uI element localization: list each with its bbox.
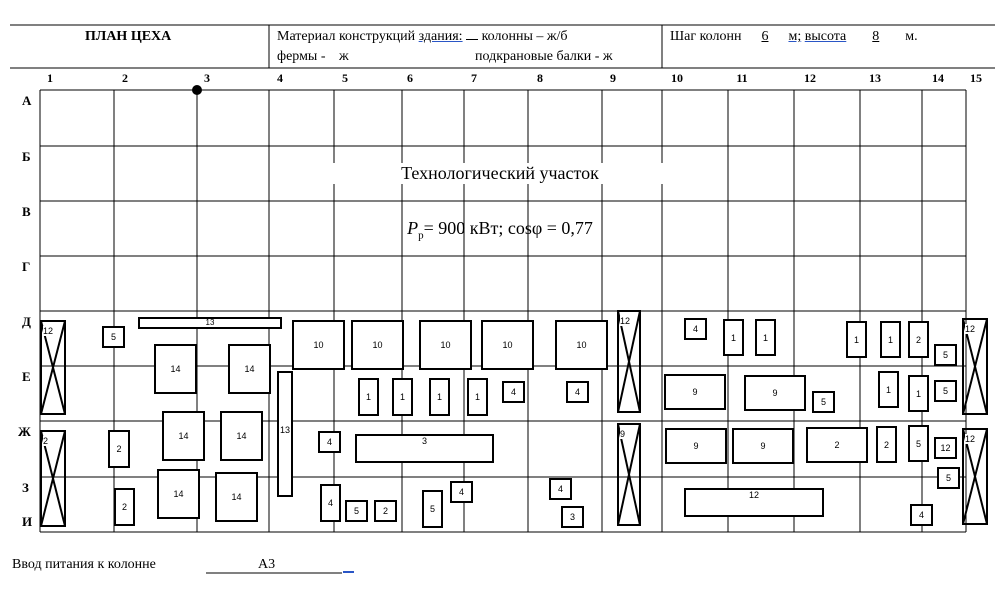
equipment-12-crane: 9 bbox=[617, 423, 641, 526]
equipment-1: 1 bbox=[846, 321, 867, 358]
row-label: З bbox=[22, 480, 29, 495]
row-label: А bbox=[22, 93, 32, 108]
equipment-5: 5 bbox=[102, 326, 125, 348]
equipment-10: 10 bbox=[481, 320, 534, 370]
equipment-2: 5 bbox=[422, 490, 443, 528]
step-label: Шаг колонн bbox=[670, 29, 742, 44]
equipment-1: 1 bbox=[429, 378, 450, 416]
step-unit: м; bbox=[788, 29, 802, 44]
equipment-4: 4 bbox=[566, 381, 589, 403]
power-sub: р bbox=[418, 229, 424, 242]
col-label: 14 bbox=[932, 71, 944, 85]
plan-title: ПЛАН ЦЕХА bbox=[85, 29, 172, 44]
row-label: Д bbox=[22, 314, 31, 329]
equipment-4: 4 bbox=[910, 504, 933, 526]
material-line-1 bbox=[277, 28, 568, 46]
equipment-9: 9 bbox=[664, 374, 726, 410]
equipment-9: 2 bbox=[806, 427, 868, 463]
col-label: 1 bbox=[47, 71, 53, 85]
equipment-1: 1 bbox=[880, 321, 901, 358]
equipment-14: 14 bbox=[228, 344, 271, 394]
equipment-1: 1 bbox=[908, 375, 929, 412]
equipment-2: 2 bbox=[108, 430, 130, 468]
col-label: 4 bbox=[277, 71, 283, 85]
col-label: 7 bbox=[471, 71, 477, 85]
col-label: 2 bbox=[122, 71, 128, 85]
equipment-12-crane: 12 bbox=[962, 318, 988, 415]
equipment-9: 9 bbox=[744, 375, 806, 411]
section-power bbox=[300, 218, 700, 242]
equipment-5: 4 bbox=[450, 481, 473, 503]
power-input-value: А3 bbox=[258, 557, 276, 572]
row-label: Б bbox=[22, 149, 31, 164]
equipment-1: 1 bbox=[878, 371, 899, 408]
equipment-1: 1 bbox=[358, 378, 379, 416]
equipment-10: 10 bbox=[351, 320, 404, 370]
row-label: Ж bbox=[18, 424, 31, 439]
height-unit: м. bbox=[905, 29, 918, 44]
equipment-1: 1 bbox=[467, 378, 488, 416]
material-columns: колонны – ж/б bbox=[481, 29, 568, 44]
equipment-2: 5 bbox=[908, 425, 929, 462]
trusses-value: ж bbox=[339, 49, 349, 64]
beams-label: подкрановые балки - ж bbox=[475, 49, 613, 64]
equipment-9: 9 bbox=[665, 428, 727, 464]
equipment-14: 14 bbox=[162, 411, 205, 461]
material-line-2 bbox=[277, 48, 349, 66]
equipment-14: 14 bbox=[220, 411, 263, 461]
col-label: 9 bbox=[610, 71, 616, 85]
equipment-13: 13 bbox=[138, 317, 282, 329]
equipment-5: 2 bbox=[374, 500, 397, 522]
equipment-1: 1 bbox=[755, 319, 776, 356]
col-label: 11 bbox=[736, 71, 748, 85]
equipment-12-crane: 12 bbox=[40, 320, 66, 415]
equipment-5: 5 bbox=[937, 467, 960, 489]
height-value: 8 bbox=[872, 29, 880, 44]
step-value: 6 bbox=[761, 29, 769, 44]
section-title: Технологический участок bbox=[300, 163, 700, 184]
equipment-5: 5 bbox=[934, 380, 957, 402]
equipment-9: 9 bbox=[732, 428, 794, 464]
equipment-4: 4 bbox=[549, 478, 572, 500]
power-rest: = 900 кВт; cosφ = 0,77 bbox=[423, 218, 593, 238]
row-label: В bbox=[22, 204, 31, 219]
equipment-4: 3 bbox=[561, 506, 584, 528]
row-label: Г bbox=[22, 259, 31, 274]
equipment-5: 5 bbox=[934, 344, 957, 366]
equipment-4: 4 bbox=[684, 318, 707, 340]
material-building: здания: bbox=[418, 29, 463, 44]
equipment-14: 14 bbox=[154, 344, 197, 394]
material-label: Материал конструкций bbox=[277, 29, 416, 44]
height-label: высота bbox=[804, 29, 847, 44]
col-label: 15 bbox=[970, 71, 982, 85]
power-symbol: P bbox=[407, 218, 419, 238]
col-label: 5 bbox=[342, 71, 348, 85]
equipment-12-crane: 12 bbox=[617, 310, 641, 413]
equipment-2: 2 bbox=[908, 321, 929, 358]
col-label: 10 bbox=[671, 71, 683, 85]
equipment-13: 13 bbox=[277, 371, 293, 497]
equipment-4: 5 bbox=[345, 500, 368, 522]
equipment-10: 10 bbox=[419, 320, 472, 370]
equipment-1: 1 bbox=[392, 378, 413, 416]
equipment-2: 2 bbox=[876, 426, 897, 463]
step-line bbox=[670, 28, 918, 46]
col-label: 3 bbox=[204, 71, 210, 85]
power-input-label: Ввод питания к колонне bbox=[12, 557, 156, 572]
equipment-12-crane: 12 bbox=[962, 428, 988, 525]
equipment-5: 5 bbox=[812, 391, 835, 413]
equipment-5: 12 bbox=[934, 437, 957, 459]
col-label: 12 bbox=[804, 71, 816, 85]
equipment-4: 4 bbox=[502, 381, 525, 403]
row-label: И bbox=[22, 514, 33, 529]
col-label: 8 bbox=[537, 71, 543, 85]
equipment-14: 14 bbox=[215, 472, 258, 522]
equipment-2: 2 bbox=[114, 488, 135, 526]
equipment-14: 14 bbox=[157, 469, 200, 519]
equipment-3: 12 bbox=[684, 488, 824, 517]
trusses-label: фермы - bbox=[277, 49, 326, 64]
equipment-4: 4 bbox=[318, 431, 341, 453]
col-label: 13 bbox=[869, 71, 881, 85]
equipment-10: 10 bbox=[292, 320, 345, 370]
col-label: 6 bbox=[407, 71, 413, 85]
equipment-10: 10 bbox=[555, 320, 608, 370]
equipment-2: 4 bbox=[320, 484, 341, 522]
equipment-1: 1 bbox=[723, 319, 744, 356]
equipment-12-crane: 2 bbox=[40, 430, 66, 527]
equipment-3: 3 bbox=[355, 434, 494, 463]
row-label: Е bbox=[22, 369, 31, 384]
